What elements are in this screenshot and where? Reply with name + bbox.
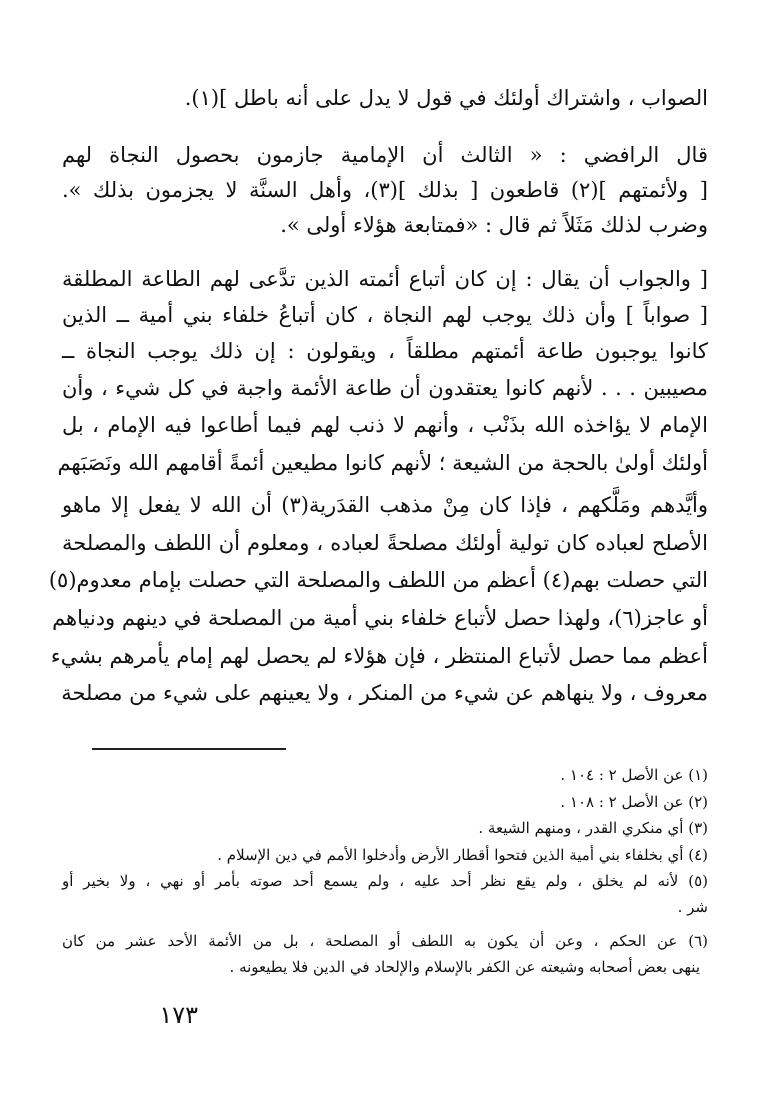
text-line: الإمام لا يؤاخذه الله بذَنْب ، وأنهم لا ذنب لهم فيما أطاعوا فيه الإمام ، بل [62, 413, 708, 437]
text-line: الصواب ، واشتراك أولئك في قول لا يدل على أنه باطل ](١). [184, 86, 708, 110]
footnote-line: (٦) عن الحكم ، وعن أن يكون به اللطف أو المصلحة ، بل من الأئمة الأحد عشر من كان [62, 932, 708, 950]
text-line: أو عاجز(٦)، ولهذا حصل لأتباع خلفاء بني أمية من المصلحة في دينهم ودنياهم [52, 606, 708, 630]
text-line: مصيبين . . . لأنهم كانوا يعتقدون أن طاعة الأئمة واجبة في كل شيء ، وأن [62, 376, 708, 400]
text-line: أولئك أولىٰ بالحجة من الشيعة ؛ لأنهم كانوا مطيعين أئمةً أقامهم الله ونَصَبَهم [57, 451, 708, 475]
text-line: معروف ، ولا ينهاهم عن شيء من المنكر ، ولا يعينهم على شيء من مصلحة [61, 681, 708, 705]
footnote-line: ينهى بعض أصحابه وشيعته عن الكفر بالإسلام والإلحاد في الدين فلا يطيعونه . [229, 958, 700, 976]
footnote-line: شر . [677, 898, 708, 916]
footnote-line: (١) عن الأصل ٢ : ١٠٤ . [560, 766, 708, 784]
footnote-separator [92, 748, 286, 750]
text-line: [ والجواب أن يقال : إن كان أتباع أئمته الذين تدَّعى لهم الطاعة المطلقة [62, 267, 708, 291]
text-line: التي حصلت بهم(٤) أعظم من اللطف والمصلحة التي حصلت بإمام معدوم(٥) [48, 568, 708, 592]
footnote-line: (٥) لأنه لم يخلق ، ولم يقع نظر أحد عليه ، ولم يسمع أحد صوته بأمر أو نهي ، ولا بخير أو [62, 872, 708, 890]
text-line: قال الرافضي : « الثالث أن الإمامية جازمون بحصول النجاة لهم [62, 143, 708, 167]
text-line: [ ولأئمتهم ](٢) قاطعون [ بذلك ](٣)، وأهل السنَّة لا يجزمون بذلك ». [62, 178, 709, 202]
footnote-line: (٢) عن الأصل ٢ : ١٠٨ . [560, 793, 708, 811]
text-line: أعظم مما حصل لأتباع المنتظر ، فإن هؤلاء لم يحصل لهم إمام يأمرهم بشيء [50, 644, 708, 668]
text-line: [ صواباً ] وأن ذلك يوجب لهم النجاة ، كان أتباعُ خلفاء بني أمية ــ الذين [62, 303, 708, 327]
text-line: وضرب لذلك مَثَلاً ثم قال : «فمتابعة هؤلاء أولى ». [280, 213, 708, 237]
page-number: ١٧٣ [159, 1001, 198, 1029]
footnote-line: (٤) أي بخلفاء بني أمية الذين فتحوا أقطار الأرض وأدخلوا الأمم في دين الإسلام . [217, 846, 708, 864]
text-line: كانوا يوجبون طاعة أئمتهم مطلقاً ، ويقولون : إن ذلك يوجب النجاة ــ [62, 339, 708, 363]
text-line: وأيَّدهم ومَلَّكهم ، فإذا كان مِنْ مذهب القدَرية(٣) أن الله لا يفعل إلا ماهو [62, 493, 708, 517]
footnote-line: (٣) أي منكري القدر ، ومنهم الشيعة . [478, 819, 708, 837]
text-line: الأصلح لعباده كان تولية أولئك مصلحةً لعباده ، ومعلوم أن اللطف والمصلحة [62, 531, 708, 555]
